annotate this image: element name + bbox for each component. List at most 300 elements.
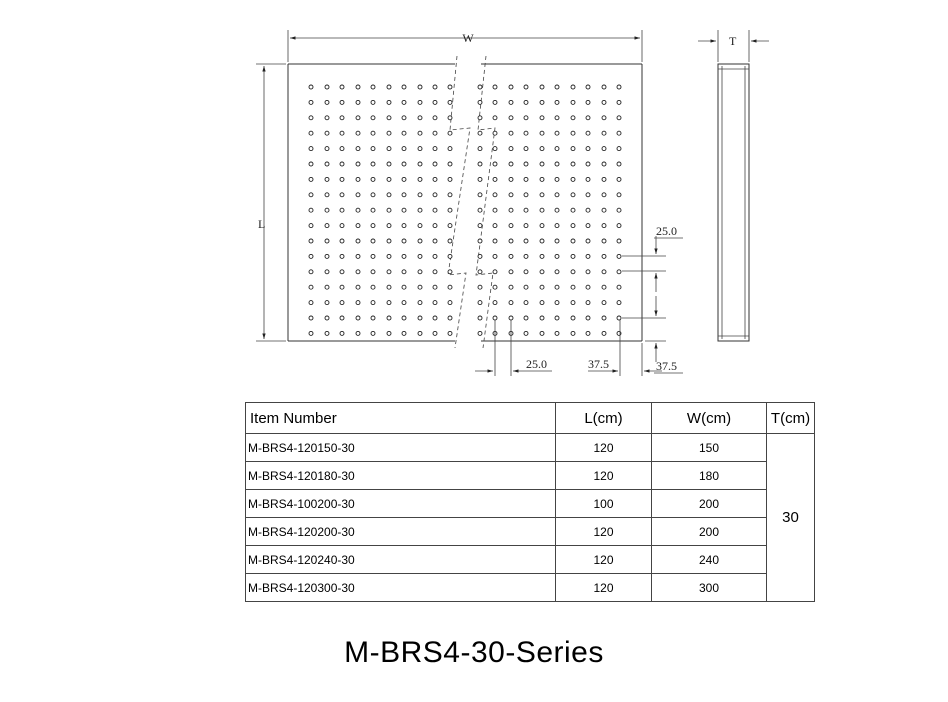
hole <box>371 270 375 274</box>
item-number-cell: M-BRS4-120180-30 <box>246 462 556 490</box>
hole <box>448 162 452 166</box>
hole <box>387 331 391 335</box>
hole <box>586 224 590 228</box>
hole <box>356 147 360 151</box>
hole <box>586 208 590 212</box>
hole <box>540 100 544 104</box>
hole <box>571 116 575 120</box>
hole <box>387 239 391 243</box>
hole <box>509 85 513 89</box>
hole <box>602 85 606 89</box>
hole <box>586 331 590 335</box>
hole <box>493 301 497 305</box>
hole <box>325 270 329 274</box>
hole <box>387 270 391 274</box>
vertical-spacing-label: 25.0 <box>656 224 677 238</box>
length-label: L <box>258 217 266 231</box>
hole <box>478 270 482 274</box>
hole <box>524 147 528 151</box>
hole <box>493 162 497 166</box>
header-length: L(cm) <box>556 403 652 434</box>
vertical-spacing-dimension <box>622 224 683 373</box>
width-cell: 150 <box>652 434 767 462</box>
hole <box>478 285 482 289</box>
hole <box>340 85 344 89</box>
hole <box>387 254 391 258</box>
hole <box>602 301 606 305</box>
hole <box>617 131 621 135</box>
table-row <box>246 518 815 546</box>
hole <box>540 162 544 166</box>
hole <box>325 254 329 258</box>
hole-grid <box>309 85 621 335</box>
hole <box>524 208 528 212</box>
hole <box>418 254 422 258</box>
hole <box>540 208 544 212</box>
hole <box>309 147 313 151</box>
hole <box>387 162 391 166</box>
hole <box>325 85 329 89</box>
width-cell: 200 <box>652 490 767 518</box>
hole <box>418 100 422 104</box>
hole <box>402 193 406 197</box>
hole <box>371 116 375 120</box>
table-row <box>246 434 815 462</box>
hole <box>524 316 528 320</box>
hole <box>433 331 437 335</box>
hole <box>371 208 375 212</box>
hole <box>418 301 422 305</box>
hole <box>402 147 406 151</box>
hole <box>356 224 360 228</box>
hole <box>509 285 513 289</box>
hole <box>309 193 313 197</box>
hole <box>402 162 406 166</box>
hole <box>356 131 360 135</box>
hole <box>555 285 559 289</box>
hole <box>524 239 528 243</box>
hole <box>493 131 497 135</box>
hole <box>571 193 575 197</box>
hole <box>387 193 391 197</box>
hole <box>602 208 606 212</box>
hole <box>340 177 344 181</box>
hole <box>617 239 621 243</box>
hole <box>602 100 606 104</box>
length-cell: 100 <box>556 490 652 518</box>
horizontal-spacing-label: 25.0 <box>526 357 547 371</box>
hole <box>617 331 621 335</box>
hole <box>433 270 437 274</box>
hole <box>571 224 575 228</box>
hole <box>571 331 575 335</box>
hole <box>617 116 621 120</box>
hole <box>418 316 422 320</box>
hole <box>418 331 422 335</box>
hole <box>617 177 621 181</box>
hole <box>602 270 606 274</box>
header-thickness: T(cm) <box>767 403 815 434</box>
hole <box>571 285 575 289</box>
hole <box>340 100 344 104</box>
hole <box>433 239 437 243</box>
hole <box>433 254 437 258</box>
item-number-cell: M-BRS4-120150-30 <box>246 434 556 462</box>
hole <box>509 100 513 104</box>
hole <box>356 331 360 335</box>
hole <box>540 285 544 289</box>
hole <box>356 316 360 320</box>
hole <box>571 177 575 181</box>
hole <box>602 193 606 197</box>
hole <box>571 254 575 258</box>
hole <box>540 85 544 89</box>
hole <box>340 331 344 335</box>
hole <box>448 85 452 89</box>
hole <box>540 147 544 151</box>
hole <box>493 285 497 289</box>
width-dimension <box>288 30 642 62</box>
hole <box>524 162 528 166</box>
hole <box>309 116 313 120</box>
hole <box>402 254 406 258</box>
hole <box>617 285 621 289</box>
hole <box>586 85 590 89</box>
table-row <box>246 462 815 490</box>
hole <box>493 85 497 89</box>
hole <box>586 239 590 243</box>
hole <box>540 224 544 228</box>
hole <box>402 239 406 243</box>
hole <box>555 131 559 135</box>
hole <box>325 316 329 320</box>
hole <box>540 316 544 320</box>
hole <box>418 285 422 289</box>
hole <box>555 224 559 228</box>
hole <box>586 316 590 320</box>
hole <box>478 301 482 305</box>
hole <box>448 301 452 305</box>
hole <box>325 177 329 181</box>
hole <box>617 224 621 228</box>
hole <box>448 100 452 104</box>
side-view <box>698 30 769 341</box>
hole <box>509 316 513 320</box>
hole <box>586 270 590 274</box>
table-row <box>246 574 815 602</box>
hole <box>524 331 528 335</box>
hole <box>493 224 497 228</box>
hole <box>509 193 513 197</box>
hole <box>478 239 482 243</box>
header-width: W(cm) <box>652 403 767 434</box>
hole <box>371 147 375 151</box>
hole <box>555 100 559 104</box>
hole <box>478 208 482 212</box>
hole <box>571 100 575 104</box>
hole <box>586 147 590 151</box>
hole <box>571 270 575 274</box>
hole <box>571 301 575 305</box>
hole <box>555 239 559 243</box>
hole <box>325 331 329 335</box>
hole <box>555 147 559 151</box>
thickness-cell: 30 <box>767 434 815 602</box>
hole <box>325 162 329 166</box>
header-item-number: Item Number <box>246 403 556 434</box>
hole <box>340 239 344 243</box>
hole <box>356 193 360 197</box>
hole <box>509 301 513 305</box>
hole <box>387 316 391 320</box>
hole <box>493 147 497 151</box>
hole <box>371 162 375 166</box>
hole <box>493 116 497 120</box>
hole <box>509 254 513 258</box>
width-cell: 200 <box>652 518 767 546</box>
table-row <box>246 546 815 574</box>
hole <box>340 316 344 320</box>
hole <box>555 193 559 197</box>
hole <box>448 331 452 335</box>
hole <box>509 131 513 135</box>
table-header-row <box>246 403 815 434</box>
vertical-margin-label: 37.5 <box>656 359 677 373</box>
hole <box>309 208 313 212</box>
hole <box>309 331 313 335</box>
hole <box>571 316 575 320</box>
series-title: M-BRS4-30-Series <box>344 636 604 669</box>
hole <box>602 331 606 335</box>
hole <box>418 131 422 135</box>
hole <box>493 270 497 274</box>
width-label: W <box>462 31 474 45</box>
hole <box>402 100 406 104</box>
hole <box>418 116 422 120</box>
hole <box>586 177 590 181</box>
hole <box>448 224 452 228</box>
hole <box>509 162 513 166</box>
hole <box>617 254 621 258</box>
hole <box>448 177 452 181</box>
hole <box>555 162 559 166</box>
hole <box>418 239 422 243</box>
hole <box>402 116 406 120</box>
hole <box>509 239 513 243</box>
hole <box>309 85 313 89</box>
hole <box>448 193 452 197</box>
item-number-cell: M-BRS4-120200-30 <box>246 518 556 546</box>
hole <box>586 193 590 197</box>
hole <box>555 270 559 274</box>
hole <box>555 208 559 212</box>
hole <box>478 254 482 258</box>
hole <box>478 147 482 151</box>
hole <box>371 285 375 289</box>
hole <box>571 239 575 243</box>
hole <box>356 85 360 89</box>
hole <box>602 239 606 243</box>
hole <box>418 177 422 181</box>
hole <box>540 193 544 197</box>
hole <box>478 100 482 104</box>
item-number-cell: M-BRS4-120240-30 <box>246 546 556 574</box>
hole <box>617 193 621 197</box>
hole <box>478 162 482 166</box>
hole <box>340 193 344 197</box>
hole <box>418 85 422 89</box>
hole <box>493 193 497 197</box>
hole <box>448 116 452 120</box>
item-number-cell: M-BRS4-120300-30 <box>246 574 556 602</box>
hole <box>524 116 528 120</box>
hole <box>356 239 360 243</box>
hole <box>524 301 528 305</box>
hole <box>325 239 329 243</box>
length-cell: 120 <box>556 434 652 462</box>
hole <box>586 254 590 258</box>
table-row <box>246 490 815 518</box>
hole <box>340 208 344 212</box>
hole <box>555 177 559 181</box>
hole <box>356 177 360 181</box>
hole <box>433 116 437 120</box>
hole <box>340 131 344 135</box>
hole <box>418 270 422 274</box>
item-number-cell: M-BRS4-100200-30 <box>246 490 556 518</box>
hole <box>356 100 360 104</box>
hole <box>540 239 544 243</box>
hole <box>371 254 375 258</box>
hole <box>340 285 344 289</box>
hole <box>448 270 452 274</box>
hole <box>617 301 621 305</box>
hole <box>524 193 528 197</box>
length-dimension <box>256 64 286 341</box>
spec-table <box>245 402 815 602</box>
hole <box>524 285 528 289</box>
horizontal-margin-label: 37.5 <box>588 357 609 371</box>
hole <box>387 85 391 89</box>
hole <box>325 285 329 289</box>
hole <box>617 208 621 212</box>
hole <box>340 224 344 228</box>
hole <box>602 162 606 166</box>
hole <box>478 224 482 228</box>
hole <box>433 131 437 135</box>
length-cell: 120 <box>556 462 652 490</box>
hole <box>540 254 544 258</box>
hole <box>402 285 406 289</box>
hole <box>493 177 497 181</box>
hole <box>433 193 437 197</box>
hole <box>371 224 375 228</box>
hole <box>325 193 329 197</box>
hole <box>617 162 621 166</box>
hole <box>402 131 406 135</box>
length-cell: 120 <box>556 546 652 574</box>
length-cell: 120 <box>556 574 652 602</box>
hole <box>602 131 606 135</box>
thickness-label: T <box>729 34 737 48</box>
hole <box>540 131 544 135</box>
hole <box>493 254 497 258</box>
hole <box>448 131 452 135</box>
hole <box>356 208 360 212</box>
hole <box>325 116 329 120</box>
hole <box>571 147 575 151</box>
hole <box>418 147 422 151</box>
hole <box>602 316 606 320</box>
hole <box>478 316 482 320</box>
hole <box>433 100 437 104</box>
hole <box>433 85 437 89</box>
hole <box>617 147 621 151</box>
hole <box>540 270 544 274</box>
hole <box>509 208 513 212</box>
hole <box>433 208 437 212</box>
hole <box>433 177 437 181</box>
hole <box>418 208 422 212</box>
hole <box>478 116 482 120</box>
hole <box>586 131 590 135</box>
hole <box>309 316 313 320</box>
hole <box>325 208 329 212</box>
hole <box>617 270 621 274</box>
hole <box>493 239 497 243</box>
hole <box>540 301 544 305</box>
hole <box>478 131 482 135</box>
hole <box>586 162 590 166</box>
hole <box>586 285 590 289</box>
hole <box>555 301 559 305</box>
hole <box>340 254 344 258</box>
hole <box>371 100 375 104</box>
hole <box>586 301 590 305</box>
hole <box>309 100 313 104</box>
hole <box>356 270 360 274</box>
hole <box>387 177 391 181</box>
hole <box>540 177 544 181</box>
break-lines <box>448 56 495 348</box>
hole <box>555 254 559 258</box>
hole <box>371 301 375 305</box>
hole <box>493 100 497 104</box>
hole <box>509 270 513 274</box>
hole <box>418 224 422 228</box>
hole <box>433 224 437 228</box>
hole <box>402 224 406 228</box>
hole <box>555 331 559 335</box>
hole <box>402 85 406 89</box>
hole <box>602 285 606 289</box>
hole <box>418 162 422 166</box>
hole <box>325 100 329 104</box>
hole <box>433 285 437 289</box>
hole <box>325 147 329 151</box>
hole <box>387 224 391 228</box>
hole <box>540 331 544 335</box>
hole <box>509 147 513 151</box>
hole <box>509 116 513 120</box>
hole <box>617 100 621 104</box>
hole <box>433 147 437 151</box>
hole <box>586 116 590 120</box>
hole <box>325 131 329 135</box>
hole <box>387 147 391 151</box>
hole <box>524 177 528 181</box>
hole <box>571 162 575 166</box>
